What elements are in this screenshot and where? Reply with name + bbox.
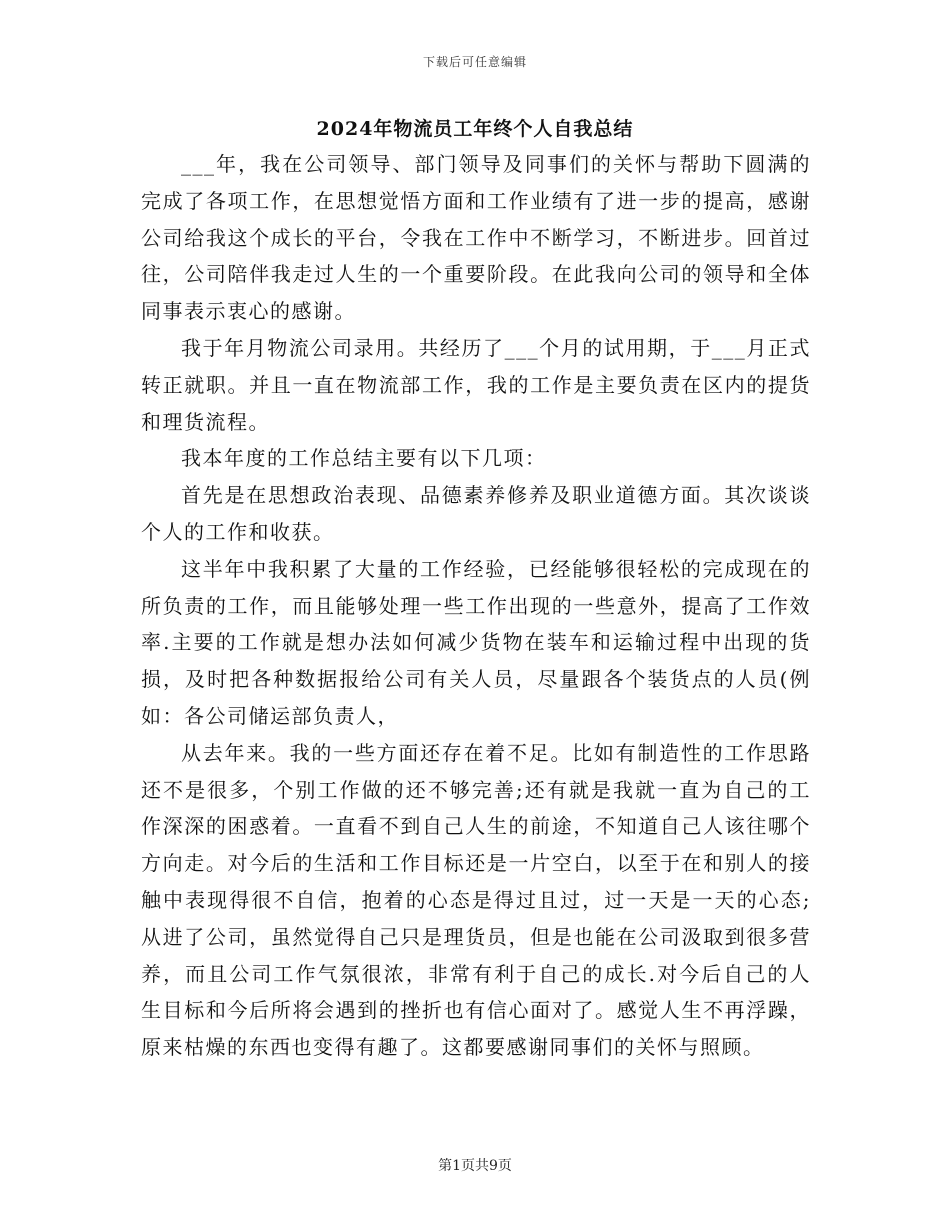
paragraph: 我本年度的工作总结主要有以下几项： (181, 446, 547, 471)
paragraph: ___年，我在公司领导、部门领导及同事们的关怀与帮助下圆满的完成了各项工作，在思想觉悟方面和工作业绩有了进一步的提高，感谢公司给我这个成长的平台，令我在工作中不断学习，不断进步。回首过往，公司陪伴我走过人生的一个重要阶段。在此我向公司的领导和全体同事表示衷心的感谢。 (141, 152, 811, 324)
paragraph: 我于年月物流公司录用。共经历了___个月的试用期，于___月正式转正就职。并且一直在物流部工作，我的工作是主要负责在区内的提货和理货流程。 (141, 335, 811, 434)
paragraph: 这半年中我积累了大量的工作经验，已经能够很轻松的完成现在的所负责的工作，而且能够处理一些工作出现的一些意外，提高了工作效率.主要的工作就是想办法如何减少货物在装车和运输过程中出现的货损，及时把各种数据报给公司有关人员，尽量跟各个装货点的人员(例如：各公司储运部负责人， (141, 556, 811, 728)
paragraph: 从去年来。我的一些方面还存在着不足。比如有制造性的工作思路还不是很多，个别工作做的还不够完善;还有就是我就一直为自己的工作深深的困惑着。一直看不到自己人生的前途，不知道自己人该往哪个方向走。对今后的生活和工作目标还是一片空白，以至于在和别人的接触中表现得很不自信，抱着的心态是得过且过，过一天是一天的心态;从进了公司，虽然觉得自己只是理货员，但是也能在公司汲取到很多营养，而且公司工作气氛很浓，非常有利于自己的成长.对今后自己的人生目标和今后所将会遇到的挫折也有信心面对了。感觉人生不再浮躁，原来枯燥的东西也变得有趣了。这都要感谢同事们的关怀与照顾。 (141, 740, 811, 1060)
document-body (141, 146, 811, 1066)
header-note: 下载后可任意编辑 (422, 55, 527, 69)
document-title: 2024年物流员工年终个人自我总结 (316, 118, 634, 140)
paragraph: 首先是在思想政治表现、品德素养修养及职业道德方面。其次谈谈个人的工作和收获。 (141, 483, 811, 544)
page-indicator: 第1页共9页 (438, 1158, 512, 1174)
